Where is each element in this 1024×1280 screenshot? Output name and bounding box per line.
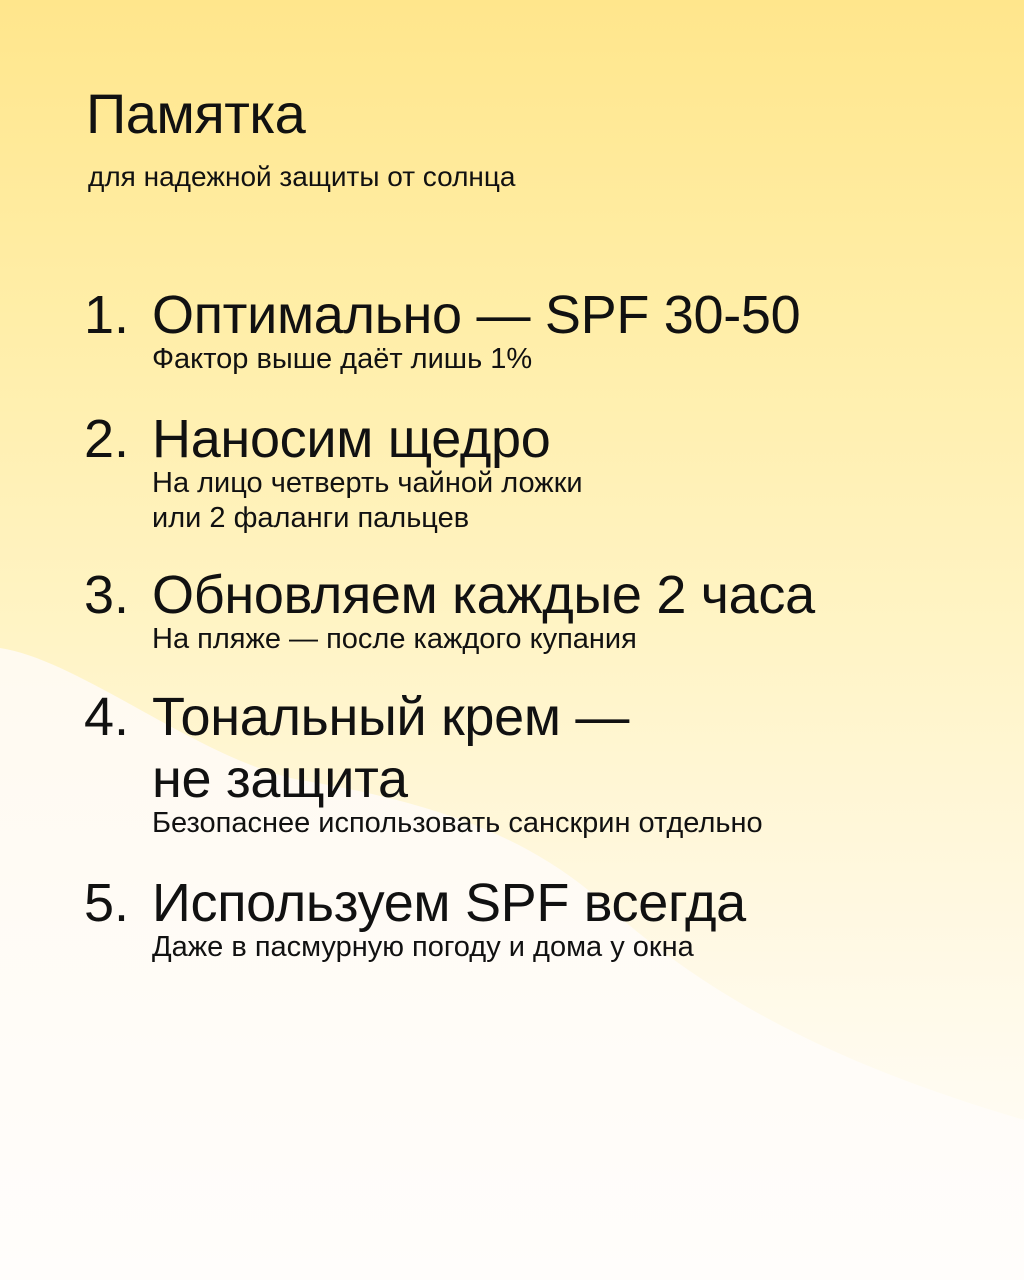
item-number: 1. bbox=[84, 285, 130, 345]
item-note: На пляже — после каждого купания bbox=[152, 623, 637, 655]
item-heading: не защита bbox=[152, 749, 408, 809]
item-heading: Оптимально — SPF 30-50 bbox=[152, 285, 801, 345]
item-number: 2. bbox=[84, 409, 130, 469]
page-title: Памятка bbox=[86, 82, 306, 145]
item-heading: Обновляем каждые 2 часа bbox=[152, 565, 815, 625]
item-body bbox=[152, 872, 972, 965]
item-note: На лицо четверть чайной ложки bbox=[152, 467, 583, 499]
item-body bbox=[152, 686, 972, 841]
item-heading: Наносим щедро bbox=[152, 409, 551, 469]
item-heading: Тональный крем — bbox=[152, 687, 630, 747]
item-number: 3. bbox=[84, 565, 130, 625]
item-number: 5. bbox=[84, 873, 130, 933]
item-note: Даже в пасмурную погоду и дома у окна bbox=[152, 931, 694, 963]
page-subtitle: для надежной защиты от солнца bbox=[88, 161, 516, 192]
item-number: 4. bbox=[84, 687, 130, 747]
item-heading: Используем SPF всегда bbox=[152, 873, 746, 933]
item-body bbox=[152, 408, 972, 536]
item-note: Безопаснее использовать санскрин отдельно bbox=[152, 807, 763, 839]
item-note: или 2 фаланги пальцев bbox=[152, 502, 470, 534]
item-body bbox=[152, 284, 972, 377]
item-note: Фактор выше даёт лишь 1% bbox=[152, 343, 533, 375]
item-body bbox=[152, 564, 972, 657]
